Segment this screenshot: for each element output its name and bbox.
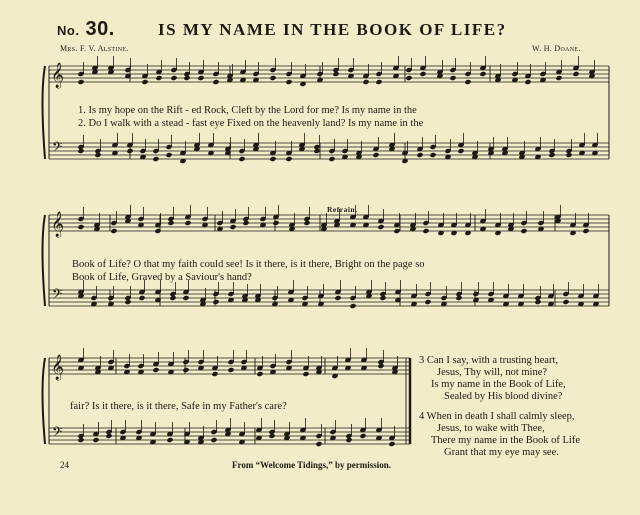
page-number: 24: [60, 460, 69, 470]
system2-treble-note: [377, 224, 384, 230]
verse4-line4: Grant that my eye may see.: [444, 447, 559, 458]
system3-treble-note: [302, 371, 309, 377]
system1-treble-note: [572, 71, 579, 77]
composer-credit: W. H. Doane.: [532, 44, 581, 53]
system1-treble-note: [464, 79, 471, 85]
system1-treble-note: [524, 79, 531, 85]
system2-bass-note: [349, 303, 356, 309]
system3-bass-clef-icon: 𝄢: [52, 424, 63, 443]
system2-brace: [43, 215, 46, 306]
system1-bass-note: [285, 156, 292, 162]
system1-bass-note: [416, 152, 423, 158]
system2-bass-note: [562, 299, 569, 305]
system1-treble-note: [269, 75, 276, 81]
system1-treble-note: [212, 79, 219, 85]
system1-bass-note: [238, 156, 245, 162]
system1-bass-note: [77, 148, 84, 154]
system3-bass-note: [388, 441, 395, 447]
hymn-title: IS MY NAME IN THE BOOK OF LIFE?: [158, 20, 507, 39]
system1-treble-note: [183, 75, 190, 81]
system1-treble-note: [375, 79, 382, 85]
hymn-number-value: 30.: [85, 18, 115, 40]
system3-treble-note: [377, 363, 384, 369]
system1-bass-note: [548, 152, 555, 158]
system3-bass-note: [77, 437, 84, 443]
system1-bass-note: [457, 148, 464, 154]
system3-bass-note: [268, 433, 275, 439]
system1-lyric-verse2: 2. Do I walk with a stead - fast eye Fixed on the heavenly land? Is my name in the: [78, 118, 424, 129]
verse3-line4: Sealed by His blood divine?: [444, 391, 563, 402]
system1-treble-clef-icon: 𝄞: [51, 63, 65, 88]
system1-treble-note: [555, 75, 562, 81]
system1-treble-note: [405, 75, 412, 81]
system1-treble-note: [362, 79, 369, 85]
system2-treble-clef-icon: 𝄞: [51, 212, 65, 237]
system1-bass-note: [372, 152, 379, 158]
system1-bass-note: [429, 152, 436, 158]
system2-lyric-verse1: Book of Life? O that my faith could see! Is it there, is it there, Bright on the page so: [72, 259, 425, 270]
author-credit: Mrs. F. V. Alstine.: [60, 44, 129, 53]
system1-treble-note: [141, 79, 148, 85]
system1-treble-note: [479, 71, 486, 77]
system2-treble-note: [582, 228, 589, 234]
system2-treble-note: [229, 224, 236, 230]
system1-treble-note: [155, 75, 162, 81]
system2-bass-note: [212, 299, 219, 305]
system2-treble-note: [422, 228, 429, 234]
system1-treble-note: [197, 75, 204, 81]
system2-bass-note: [182, 295, 189, 301]
verse4-line3: There my name in the Book of Life: [431, 435, 580, 446]
system2-treble-note: [77, 224, 84, 230]
system1-treble-note: [449, 75, 456, 81]
system1-treble-note: [332, 71, 339, 77]
system3-bass-note: [210, 437, 217, 443]
system1-treble-note: [419, 71, 426, 77]
system3-bass-note: [315, 441, 322, 447]
system2-treble-note: [154, 228, 161, 234]
system1-bass-note: [269, 156, 276, 162]
system3-treble-note: [152, 367, 159, 373]
verse4-line1: 4 When in death I shall calmly sleep,: [419, 411, 575, 422]
system1-brace: [43, 66, 46, 159]
system2-lyric-verse2: Book of Life, Graved by a Saviour's hand?: [72, 272, 252, 283]
system2-bass-note: [455, 295, 462, 301]
system1-bass-note: [313, 148, 320, 154]
verse4-line2: Jesus, to wake with Thee,: [437, 423, 545, 434]
system2-bass-clef-icon: 𝄢: [52, 286, 63, 305]
system1-bass-note: [152, 156, 159, 162]
system3-bass-note: [92, 437, 99, 443]
refrain-label: Refrain.: [327, 205, 358, 214]
system1-bass-clef-icon: 𝄢: [52, 139, 63, 158]
system3-treble-note: [211, 371, 218, 377]
system3-bass-note: [105, 433, 112, 439]
system3-bass-note: [345, 437, 352, 443]
system2-bass-note: [534, 299, 541, 305]
system2-treble-note: [110, 228, 117, 234]
system1-bass-note: [94, 152, 101, 158]
system3-brace: [43, 358, 46, 444]
system3-treble-note: [227, 367, 234, 373]
verse3-line2: Jesus, Thy will, not mine?: [437, 367, 548, 378]
system2-treble-note: [167, 220, 174, 226]
system2-bass-note: [124, 299, 131, 305]
system1-bass-note: [165, 152, 172, 158]
system2-treble-note: [303, 220, 310, 226]
source-credit: From “Welcome Tidings,” by permission.: [232, 460, 392, 470]
system1-treble-note: [285, 79, 292, 85]
system2-treble-note: [242, 220, 249, 226]
system3-bass-note: [166, 437, 173, 443]
verse3-line1: 3 Can I say, with a trusting heart,: [419, 355, 558, 366]
system2-bass-note: [138, 295, 145, 301]
system2-bass-note: [334, 295, 341, 301]
system3-treble-note: [182, 367, 189, 373]
system2-bass-note: [424, 299, 431, 305]
system3-treble-clef-icon: 𝄞: [51, 355, 65, 380]
system1-bass-note: [565, 152, 572, 158]
system3-bass-note: [359, 433, 366, 439]
system2-treble-note: [184, 220, 191, 226]
system2-bass-note: [169, 295, 176, 301]
verse3-line3: Is my name in the Book of Life,: [431, 379, 566, 390]
system2-bass-note: [379, 295, 386, 301]
system2-treble-note: [520, 228, 527, 234]
system1-treble-note: [77, 79, 84, 85]
system1-lyric-verse1: 1. Is my hope on the Rift - ed Rock, Cleft by the Lord for me? Is my name in the: [78, 105, 417, 116]
system1-treble-note: [170, 75, 177, 81]
system2-treble-note: [272, 220, 279, 226]
system1-bass-note: [328, 156, 335, 162]
system3-treble-note: [256, 371, 263, 377]
hymn-number-prefix: No.: [57, 23, 80, 38]
system2-treble-note: [393, 228, 400, 234]
system3-lyric: fair? Is it there, is it there, Safe in my Father's care?: [70, 401, 287, 412]
